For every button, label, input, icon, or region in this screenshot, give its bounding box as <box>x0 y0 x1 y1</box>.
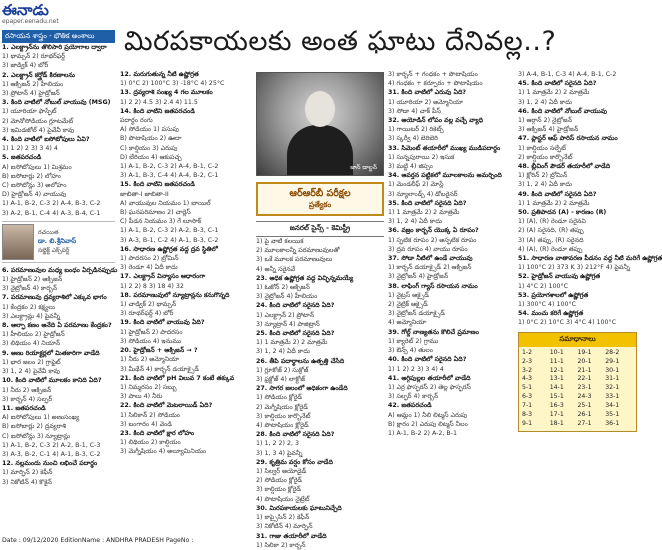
author-role: రచయిత <box>38 228 59 236</box>
answer-cell: 22-1 <box>577 375 592 383</box>
answer-cell: 27-1 <box>577 419 592 427</box>
questions-column-5 <box>518 70 662 536</box>
question-text: 6. పరమాణువుల మధ్య బంధం ఏర్పడినప్పుడు <box>2 266 118 274</box>
option-text: 3) సల్ఫర్ 4) కార్బన్ <box>388 393 439 401</box>
option-text: 3) నైట్రోజన్ 4) హీలియం <box>256 293 318 301</box>
option-text: 1) నీరు 2) అమ్మోనియా <box>120 356 180 364</box>
option-text: 1) 2 2) 4.5 3) 2.4 4) 11.5 <box>120 98 198 106</box>
question-text: 2. ఎలక్ట్రాన్ కర్త్రోడ్ కిరణాలను <box>2 71 75 79</box>
option-text: 1) థామ్సన్ 2) రూథర్‌ఫర్డ్ <box>2 53 65 61</box>
option-text: 1) సిల్వర్ అయోడైడ్ <box>256 468 307 476</box>
option-text: B) ఐసోబార్లు 2) లోహం <box>2 172 62 180</box>
option-text: 1) కార్బన్ డయాక్సైడ్ 2) ఆక్సిజన్ <box>388 264 472 272</box>
option-text: 2) మెగ్నీషియం క్లోరైడ్ <box>256 403 308 411</box>
option-text: 3) నైట్రోజన్ డయాక్సైడ్ <box>388 310 445 318</box>
question-text: 51. సాధారణ వాతావరణ పీడనం వద్ద నీటి మరిగే ఉష్ణోగ్రత <box>518 255 662 263</box>
edition-footer: Date : 09/12/2020 EditionName : ANDHRA PRADESH PageNo : <box>2 537 194 544</box>
option-text: 3) ఒకే మూలక పరమాణువులు <box>256 256 333 264</box>
subject-band: రసాయన శాస్త్రం - భౌతిక అంశాలు <box>2 30 115 43</box>
question-text: 36. వజ్రం కార్బన్ యొక్క ఏ రూపం? <box>388 227 479 235</box>
option-text: 1) A-1, B-2, C-3 2) A-2, B-1, C-3 <box>2 441 101 449</box>
answer-cell: 18-1 <box>549 419 564 427</box>
question-text: 13. ద్రవ్యరాశి సంఖ్య 4 గల మూలకం <box>120 89 213 97</box>
option-text: జాబితా-I జాబితా-II <box>120 190 169 198</box>
option-text: 1) స్ఫటిక రూపం 2) అస్ఫటిక రూపం <box>388 236 477 244</box>
option-text: 3) (A) తప్పు, (R) సరైనది <box>518 236 584 244</box>
portrait-body <box>287 125 353 175</box>
answer-cell: 33-1 <box>605 393 620 401</box>
option-text: 4) పొటాషియం క్లోరైడ్ <box>256 422 309 430</box>
option-text: 3) ఆక్సిజన్ 4) హైడ్రోజన్ <box>518 126 579 134</box>
option-text: A) ఆమ్లం 1) నీలి లిట్మస్ ఎరుపు <box>388 411 468 419</box>
option-text: 1) భార జలం 2) గ్రాఫైట్ <box>2 358 61 366</box>
question-text: 39. గోల్డ్ నాణ్యతను కొలిచే ప్రమాణం <box>388 328 479 336</box>
option-text: 3) 1, 2 4) ఏదీ కాదు <box>518 181 572 189</box>
option-text: 3) 1, 2 4) ఏదీ కాదు <box>256 348 310 356</box>
question-text: 12. మరుగుతున్న నీటి ఉష్ణోగ్రత <box>120 71 199 78</box>
left-column <box>2 30 118 536</box>
answers-title: సమాధానాలు <box>519 333 636 347</box>
author-name: డా. బి.శ్రీనివాస్ <box>38 236 77 245</box>
option-text: 4) అన్నీ సరైనవే <box>256 265 296 273</box>
answer-cell: 26-1 <box>577 411 592 419</box>
answer-cell: 12-1 <box>549 366 564 374</box>
option-text: B) ఘనపరిమాణం 2) చార్లెస్ <box>120 209 191 217</box>
option-text: 1) హైడ్రోజన్ 2) పాదరసం <box>120 328 183 336</box>
option-text: 2) మోనోసోడియం గ్లూటమేట్ <box>2 117 74 125</box>
option-text: 3) నికోటిన్ 4) కొకైన్ <box>2 478 52 486</box>
option-text: 3) జాడ్విక్ 4) బోర్ <box>2 62 49 70</box>
answer-cell: 15-1 <box>549 393 564 401</box>
left-questions-bottom <box>2 266 118 487</box>
question-text: 45. కింది వాటిలో సరైనది ఏది? <box>518 80 597 88</box>
question-text: 11. జతపరచండి <box>2 404 46 412</box>
section-title: ఆర్‌ఆర్‌బీ పరీక్షల <box>289 188 351 199</box>
option-text: 1) క్లోరిన్ 2) బ్రోమిన్ <box>518 172 568 180</box>
answer-cell: 11-1 <box>549 357 564 365</box>
question-text: 31. గాజు తయారీలో వాడేది <box>256 532 327 540</box>
option-text: 1) నిమ్మరసం 2) సబ్బు <box>120 383 177 391</box>
john-dalton-portrait <box>256 72 384 176</box>
answer-cell: 13-1 <box>549 375 564 383</box>
option-text: 1) 4°C 2) 100°C <box>518 282 569 290</box>
option-text: 3) స్కర్వీ 4) బెరిబెరి <box>388 135 438 143</box>
option-text: 4) గంధకం + కర్పూరం + పొటాషియం <box>388 80 483 88</box>
option-text: 1) ఆర్గాన్ 2) నైట్రోజన్ <box>518 117 573 125</box>
option-text: 3) 1, 2 4) పైవేవీ కావు <box>2 368 60 376</box>
question-text: 16. సాధారణ ఉష్ణోగ్రత వద్ద ద్రవ స్థితిలో <box>120 245 218 253</box>
option-text: 3) ఫ్రక్టోజ్ 4) లాక్టోజ్ <box>256 376 305 384</box>
question-text: 27. సాగర జలంలో అధికంగా ఉండేది <box>256 385 348 393</box>
option-text: 1) పాదరసం 2) బ్రోమిన్ <box>120 255 179 263</box>
option-text: 3) పాలు 4) నీరు <box>120 393 163 401</box>
question-text: 21. కింది వాటిలో pH విలువ 7 కంటే తక్కువ <box>120 374 235 382</box>
question-text: 15. కింది వాటిని జతపరచండి <box>120 181 195 189</box>
question-text: 24. కింది వాటిలో సరైనది ఏది? <box>256 302 335 310</box>
option-text: 3) 1, 2 4) ఏదీ కాదు <box>518 98 572 106</box>
option-text: 3) ప్రోటాన్ 4) హైడ్రోజన్ <box>2 90 60 98</box>
question-text: 37. సోడా నీటిలో ఉండే వాయువు <box>388 255 473 263</box>
option-text: 1) మెండలీఫ్ 2) మోస్లే <box>388 181 444 189</box>
option-text: 3) మీథేన్ 4) కార్బన్ డయాక్సైడ్ <box>120 365 200 373</box>
question-text: 22. కింది వాటిలో మెటలాయిడ్ ఏది? <box>120 402 213 410</box>
answer-cell: 9-1 <box>522 419 533 427</box>
option-text: 2) కాల్షియం కార్బొనేట్ <box>518 153 573 161</box>
answer-cell: 20-1 <box>577 357 592 365</box>
option-text: 3) నికోటిన్ 4) మార్ఫిన్ <box>256 523 313 531</box>
portrait-caption: జాన్ డాల్టన్ <box>350 164 377 171</box>
question-text: 8. ఆల్ఫా కణం అనేది ఏ పరమాణు కేంద్రకం? <box>2 322 112 330</box>
option-text: 1) 1 మాత్రమే 2) 2 మాత్రమే <box>388 209 460 217</box>
option-text: 1) కాప్సైసిన్ 2) కెఫీన్ <box>256 514 310 522</box>
option-text: A) వాయువుల నియమం 1) బాయిల్ <box>120 199 211 207</box>
answer-cell: 6-3 <box>522 393 533 401</box>
option-text: C) ఐసోటోన్లు 3) న్యూట్రాన్లు <box>2 432 71 440</box>
answer-cell: 36-1 <box>605 419 620 427</box>
rrb-special-box <box>256 182 384 216</box>
answer-cell: 10-1 <box>549 348 564 356</box>
question-text: 14. కింది వాటిని జతపరచండి <box>120 107 195 115</box>
option-text: 1) లిథియం 2) కాల్షియం <box>120 439 181 447</box>
option-text: A) ఐసోటోపులు 1) మిశ్రమం <box>2 163 72 171</box>
question-text: 28. కింది వాటిలో సరైనది ఏది? <box>256 431 335 439</box>
answer-cell: 4-3 <box>522 375 533 383</box>
option-text: D) హైడ్రోజన్ 4) వాయువు <box>2 191 67 199</box>
option-text: 3) ఎలక్ట్రాన్లు 4) పైవన్నీ <box>2 312 61 320</box>
option-text: 1) 1, 2 2) 2, 3 <box>256 440 299 448</box>
author-info <box>38 229 76 255</box>
author-photo <box>2 224 34 260</box>
option-text: 2) నైట్రిక్ ఆక్సైడ్ <box>388 301 428 309</box>
option-text: C) కాల్షియం 3) ఎరుపు <box>120 144 178 152</box>
question-text: 23. కింది వాటిలో క్షార లోహం <box>120 429 195 437</box>
option-text: 1) కేంద్రకం 2) కక్ష్యలు <box>2 303 55 311</box>
author-box <box>2 221 115 263</box>
option-text: 3) A-1, B-3, C-4 4) A-4, B-2, C-1 <box>120 172 219 180</box>
questions-list <box>518 70 662 328</box>
option-text: 3) కార్బన్ + గంధకం + పొటాషియం <box>388 71 478 78</box>
questions-list <box>388 70 514 438</box>
answer-cell: 23-1 <box>577 384 592 392</box>
option-text: 1) సున్నపురాయి 2) ఇసుక <box>388 153 455 161</box>
answers-grid <box>519 347 636 431</box>
option-text: 1) A-1, B-2, C-3 2) A-2, B-3, C-1 <box>120 227 219 235</box>
option-text: 4) (A), (R) రెండూ తప్పు <box>518 245 583 253</box>
option-text: 3) మెగ్నీషియం 4) అల్యూమినియం <box>120 448 207 456</box>
option-text: 1) 1 మాత్రమే 2) 2 మాత్రమే <box>518 89 590 97</box>
question-text: 29. కృత్రిమ వర్షం కోసం వాడేది <box>256 458 333 466</box>
option-text: 3) బంగారం 4) వెండి <box>120 420 172 428</box>
option-text: 4) పొటాషియం నైట్రేట్ <box>256 495 310 503</box>
question-text: 42. జతపరచండి <box>388 402 432 410</box>
option-text: 3) ఔన్స్ 4) తులం <box>388 347 433 355</box>
option-text: 1) A-1, B-2, C-3 2) A-4, B-3, C-2 <box>2 200 101 208</box>
option-text: B) క్షారం 2) ఎరుపు లిట్మస్ నీలం <box>388 420 468 428</box>
option-text: 1) ఓజోన్ 2) ఆక్సిజన్ <box>256 284 310 292</box>
option-text: 1) 1 మాత్రమే 2) 2 మాత్రమే <box>256 339 328 347</box>
answer-cell: 8-3 <box>522 411 533 419</box>
option-text: 3) 1, 2 4) ఏదీ కాదు <box>388 218 442 226</box>
question-text: 25. కింది వాటిలో సరైనది ఏది? <box>256 330 335 338</box>
option-text: 1) 300°C 4) 100°C <box>518 301 577 309</box>
option-text: 1) 1 2) 2 3) 3 4) 4 <box>388 365 444 373</box>
questions-list <box>120 70 252 457</box>
option-text: 3) A-2, B-1, C-4 4) A-3, B-4, C-1 <box>2 209 101 217</box>
option-text: 1) హైడ్రోజన్ 2) ఆక్సిజన్ <box>2 276 63 284</box>
answer-cell: 21-1 <box>577 366 592 374</box>
answer-cell: 34-1 <box>605 402 620 410</box>
section-subtitle: ప్రత్యేకం <box>308 200 332 209</box>
option-text: 3) ద్రవ రూపం 4) వాయు రూపం <box>388 245 468 253</box>
option-text: 3) సోడా 4) చాక్ పీస్ <box>388 107 441 115</box>
option-text: 3) కాల్షియం క్లోరైడ్ <box>256 486 302 494</box>
question-text: 12. నల్లమందు నుంచి లభించే పదార్థం <box>2 460 98 468</box>
question-text: 30. మిరపకాయలకు ఘాటునిచ్చేది <box>256 504 342 512</box>
option-text: 3) మట్టి 4) జిప్సం <box>388 163 433 171</box>
answer-cell: 30-1 <box>605 366 620 374</box>
option-text: 1) ఎలక్ట్రాన్ 2) ప్రోటాన్ <box>256 311 315 319</box>
answer-cell: 2-3 <box>522 357 533 365</box>
question-text: 32. అయోడిన్ లోపం వల్ల వచ్చే వ్యాధి <box>388 117 484 125</box>
option-text: 1) మార్ఫిన్ 2) కెఫీన్ <box>2 469 53 477</box>
answer-cell: 28-2 <box>605 348 620 356</box>
epaper-url[interactable]: epaper.eenadu.net <box>2 18 59 25</box>
answer-cell: 3-2 <box>522 366 533 374</box>
question-text: 41. అగ్గిపుల్లల తయారీలో వాడేది <box>388 374 471 382</box>
question-text: 31. కింది వాటిలో ఎరువు ఏది? <box>388 89 467 97</box>
author-title: సబ్జెక్ట్ ఎక్స్‌పర్ట్ <box>38 246 70 254</box>
question-text: 34. ఆవర్తన పట్టికలో మూలకాలను అమర్చింది <box>388 172 502 180</box>
option-text: 1) హీలియం 2) హైడ్రోజన్ <box>2 331 65 339</box>
option-text: 1) యూరియా ఫాస్ఫేట్ <box>2 108 57 116</box>
option-text: 3) నైట్రోజన్ 4) కార్బన్ <box>2 285 58 293</box>
option-text: 1) నైట్రస్ ఆక్సైడ్ <box>388 291 429 299</box>
option-text: 1) ఆక్సిజన్ 2) హీలియం <box>2 80 64 88</box>
option-text: 3) కార్బన్ 4) సల్ఫర్ <box>2 395 53 403</box>
question-text: 35. కింది వాటిలో సరైనది ఏది? <box>388 199 467 207</box>
answer-cell: 35-1 <box>605 411 620 419</box>
question-text: 49. కింది వాటిలో సరైనది ఏది? <box>518 190 597 198</box>
question-text: 26. తీపి పదార్థాలను ఉత్పత్తి చేసేది <box>256 357 345 365</box>
option-text: 1) సోడియం క్లోరైడ్ <box>256 394 303 402</box>
question-text: 3. కింది వాటిలో నోబుల్ వాయువు (MSG) <box>2 99 111 107</box>
option-text: 4) అమ్మోనియా <box>388 319 427 327</box>
topic-band: జనరల్ సైన్స్ - కెమిస్ట్రీ <box>256 221 384 237</box>
option-text: 2) సోడియం క్లోరైడ్ <box>256 477 303 485</box>
question-text: 40. కింది వాటిలో సరైనది ఏది? <box>388 356 467 364</box>
option-text: 1) కాల్షియం సల్ఫేట్ <box>518 144 567 152</box>
headline: మిరపకాయలకు అంత ఘాటు దేనివల్ల..? <box>124 26 557 57</box>
answer-cell: 31-1 <box>605 375 620 383</box>
option-text: 1) గాయిటర్ 2) రికెట్స్ <box>388 126 444 134</box>
question-text: 10. కింది వాటిలో మూలకం కానిది ఏది? <box>2 377 102 385</box>
option-text: 3) A-3, B-1, C-2 4) A-1, B-3, C-2 <box>120 236 219 244</box>
answer-cell: 32-1 <box>605 384 620 392</box>
option-text: 1) గ్లూకోజ్ 2) సుక్రోజ్ <box>256 366 309 374</box>
question-text: 23. అధిక ఉష్ణోగ్రత వద్ద విచ్ఛిన్నమయ్యే <box>256 274 354 282</box>
option-text: C) ఐసోటోన్లు 3) అలోహం <box>2 182 67 190</box>
option-text: 1) A-1, B-2 2) A-2, B-1 <box>388 429 458 437</box>
option-text: 3) A-3, B-2, C-1 4) A-1, B-3, C-2 <box>2 450 101 458</box>
option-text: 3) సోడియం 4) ఇనుము <box>120 337 182 345</box>
option-text: D) బేరియం 4) ఆకుపచ్చ <box>120 153 182 161</box>
option-text: 1) 100°C 2) 373 K 3) 212°F 4) పైవన్నీ <box>518 264 630 272</box>
question-text: 1. ఎలక్ట్రాన్‌ను తొలిసారి ప్రయోగాల ద్వారా <box>2 44 107 51</box>
option-text: 1) యూరియా 2) అమ్మోనియా <box>388 98 463 106</box>
option-text: 3) న్యూలాండ్స్ 4) డోబరైనర్ <box>388 190 458 198</box>
question-text: 46. కింది వాటిలో నోబుల్ వాయువు <box>518 107 607 115</box>
option-text: 1) ఎర్ర ఫాస్ఫరస్ 2) తెల్ల ఫాస్ఫరస్ <box>388 383 471 391</box>
masthead[interactable] <box>2 2 120 28</box>
option-text: 3) రూథర్‌ఫర్డ్ 4) బోర్ <box>120 310 174 318</box>
option-text: 1) 1 2) 2 3) 3 4) 4 <box>2 145 58 153</box>
option-text: 1) 1 మాత్రమే 2) 2 మాత్రమే <box>518 199 590 207</box>
question-text: 38. లాఫింగ్ గ్యాస్ రసాయన నామం <box>388 282 478 290</box>
option-text: 3) రెండూ 4) ఏదీ కాదు <box>120 264 178 272</box>
question-text: 53. ప్రయోగశాలలో ఉష్ణోగ్రత <box>518 291 589 299</box>
option-text: C) పీడన నియమం 3) గే లూసాక్ <box>120 218 202 226</box>
option-text: 1) క్యారెట్ 2) గ్రాము <box>388 337 439 345</box>
question-text: 5. జతపరచండి <box>2 154 42 162</box>
option-text: 1) 0°C 2) 10°C 3) 4°C 4) 100°C <box>518 319 617 327</box>
question-text: 19. కింది వాటిలో వాయువు ఏది? <box>120 319 205 327</box>
answer-cell: 16-3 <box>549 402 564 410</box>
answer-cell: 24-3 <box>577 393 592 401</box>
question-text: 9. అణు రియాక్టర్లలో మితకారిగా వాడేది <box>2 349 100 357</box>
option-text: 1) నీరు 2) ఆక్సిజన్ <box>2 386 52 394</box>
left-questions-top <box>2 43 115 218</box>
question-text: 18. పరమాణువులో న్యూట్రాన్లను కనుగొన్నది <box>120 291 230 299</box>
question-text: 17. ఎలక్ట్రాన్ విన్యాసం ఆధారంగా <box>120 273 206 281</box>
option-text: 3) కాల్షియం కార్బొనేట్ <box>256 412 311 420</box>
option-text: 3) లిథియం 4) నియాన్ <box>2 340 61 348</box>
center-column <box>256 72 384 549</box>
question-text: 48. బ్లీచింగ్ పౌడర్ తయారీలో వాడేది <box>518 163 611 171</box>
answer-cell: 17-1 <box>549 411 564 419</box>
option-text: 1) 0°C 2) 100°C 3) -18°C 4) 25°C <box>120 80 225 88</box>
option-text: 1) చాడ్విక్ 2) థామ్సన్ <box>120 301 177 309</box>
question-text: 20. హైడ్రోజన్ + ఆక్సిజన్ → ? <box>120 347 198 355</box>
question-text: 52. హైడ్రోజన్ వాయువు ఉష్ణోగ్రత <box>518 273 601 281</box>
option-text: 1) పై వాటి కలయిక <box>256 238 304 245</box>
option-text: A) సోడియం 1) పసుపు <box>120 126 179 134</box>
option-text: 3) A-4, B-1, C-3 4) A-4, B-1, C-2 <box>518 71 617 78</box>
question-text: 54. మంచు కరిగే ఉష్ణోగ్రత <box>518 310 584 318</box>
option-text: పదార్థం రంగు <box>120 117 153 125</box>
option-text: 1) 2 2) 8 3) 18 4) 32 <box>120 282 184 290</box>
option-text: 2) (A) సరైనది, (R) తప్పు <box>518 227 584 235</box>
option-text: 1) సిలికాన్ 2) సోడియం <box>120 411 180 419</box>
option-text: 1) (A), (R) రెండూ సరైనవి <box>518 218 586 226</box>
option-text: A) ఐసోటోపులు 1) అణుసంఖ్య <box>2 414 80 422</box>
answer-cell: 19-1 <box>577 348 592 356</box>
option-text: 1) సిలికా 2) కార్బన్ <box>256 541 306 549</box>
questions-column-2 <box>120 70 252 536</box>
question-text: 50. ప్రతిపాదన (A) - కారణం (R) <box>518 209 607 217</box>
question-text: 4. కింది వాటిలో ఐసోటోపులు ఏవి? <box>2 136 90 144</box>
question-text: 7. పరమాణువు ద్రవ్యరాశిలో ఎక్కువ భాగం <box>2 294 107 302</box>
questions-column-4 <box>388 70 514 536</box>
question-text: 33. సిమెంట్ తయారీలో ముఖ్య ముడిపదార్థం <box>388 144 501 152</box>
option-text: 3) 1, 3 4) పైవన్నీ <box>256 449 303 457</box>
option-text: B) పొటాషియం 2) ఊదా <box>120 135 182 143</box>
eenadu-logo[interactable]: ఈనాడు <box>2 1 49 19</box>
option-text: 2) మూలకాలన్నీ పరమాణువులతో <box>256 247 340 255</box>
answer-cell: 7-1 <box>522 402 533 410</box>
option-text: 1) A-1, B-2, C-3 2) A-4, B-1, C-2 <box>120 163 219 171</box>
option-text: 3) న్యూట్రాన్ 4) పాజిట్రాన్ <box>256 320 320 328</box>
answers-box <box>518 332 637 432</box>
answer-cell: 25-1 <box>577 402 592 410</box>
answer-cell: 5-1 <box>522 384 533 392</box>
option-text: B) ఐసోబార్లు 2) ద్రవ్యరాశి <box>2 423 66 431</box>
option-text: 3) నైట్రోజన్ 4) హైడ్రోజన్ <box>388 273 449 281</box>
answer-cell: 1-2 <box>522 348 533 356</box>
option-text: 3) ఇమిడజోల్ 4) పైవేవీ కావు <box>2 126 75 134</box>
portrait-head <box>305 91 335 127</box>
answer-cell: 14-1 <box>549 384 564 392</box>
question-text: 47. ప్లాస్టర్ ఆఫ్ పారిస్ రసాయన నామం <box>518 135 618 143</box>
answer-cell: 29-1 <box>605 357 620 365</box>
questions-list <box>256 237 384 550</box>
